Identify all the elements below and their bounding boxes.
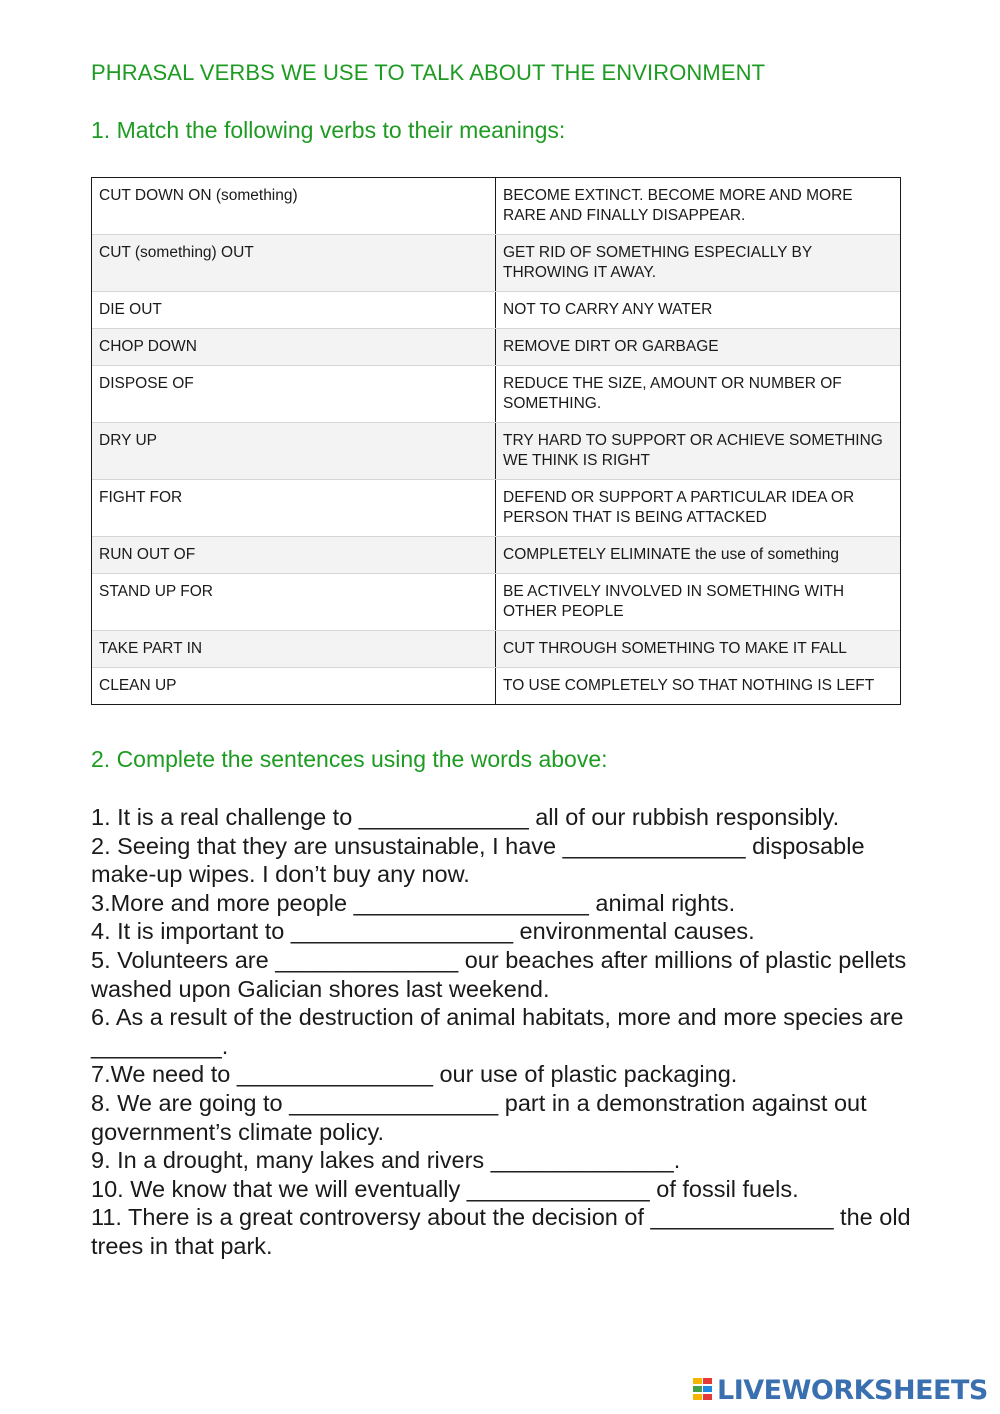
verb-cell: FIGHT FOR bbox=[92, 480, 496, 536]
answer-blank[interactable]: _________________ bbox=[290, 918, 514, 945]
meaning-cell: BE ACTIVELY INVOLVED IN SOMETHING WITH OTHER PEOPLE bbox=[503, 583, 845, 620]
verb-cell: CUT (something) OUT bbox=[92, 235, 496, 291]
logo-text: LIVEWORKSHEETS bbox=[717, 1374, 988, 1406]
sentence-text: disposable make-up wipes. I don’t buy any now. bbox=[91, 832, 865, 888]
verb-cell: TAKE PART IN bbox=[92, 631, 496, 667]
verb-cell: RUN OUT OF bbox=[92, 537, 496, 573]
answer-blank[interactable]: __________________ bbox=[353, 889, 589, 916]
sentence-text: 10. We know that we will eventually bbox=[91, 1175, 467, 1202]
sentence-text: our use of plastic packaging. bbox=[432, 1061, 738, 1088]
table-row bbox=[92, 328, 900, 365]
sentence-item bbox=[91, 917, 936, 946]
meaning-cell: TRY HARD TO SUPPORT OR ACHIEVE SOMETHING WE THINK IS RIGHT bbox=[503, 432, 883, 469]
sentence-item bbox=[91, 1146, 936, 1175]
sentence-text: 5. Volunteers are bbox=[91, 946, 276, 973]
verb-cell: CHOP DOWN bbox=[92, 329, 496, 365]
answer-blank[interactable]: __________ bbox=[91, 1032, 222, 1059]
sentence-text: 6. As a result of the destruction of animal habitats, more and more species are bbox=[91, 1004, 904, 1031]
sentence-text: 2. Seeing that they are unsustainable, I have bbox=[91, 832, 563, 859]
sentence-text: 9. In a drought, many lakes and rivers bbox=[91, 1147, 491, 1174]
sentence-text: 1. It is a real challenge to bbox=[91, 804, 359, 830]
sentence-text: the old trees in that park. bbox=[91, 1204, 911, 1259]
verb-cell: DISPOSE OF bbox=[92, 366, 496, 422]
table-row bbox=[92, 178, 900, 234]
sentence-text: of fossil fuels. bbox=[649, 1175, 799, 1202]
sentence-list bbox=[91, 803, 936, 1261]
table-row bbox=[92, 630, 900, 667]
meaning-cell: NOT TO CARRY ANY WATER bbox=[503, 301, 713, 318]
answer-blank[interactable]: ______________ bbox=[650, 1204, 834, 1231]
sentence-text: 3.More and more people bbox=[91, 889, 354, 916]
meaning-cell: DEFEND OR SUPPORT A PARTICULAR IDEA OR PERSON THAT IS BEING ATTACKED bbox=[503, 489, 855, 526]
worksheet-title: PHRASAL VERBS WE USE TO TALK ABOUT THE ENVIRONMENT bbox=[91, 60, 766, 85]
meaning-cell: COMPLETELY ELIMINATE the use of something bbox=[503, 546, 839, 563]
sentence-text: 11. There is a great controversy about the decision of bbox=[91, 1204, 651, 1231]
sentence-text: part in a demonstration against out government’s climate policy. bbox=[91, 1089, 867, 1145]
sentence-text: our beaches after millions of plastic pellets washed upon Galician shores last weekend. bbox=[91, 946, 907, 1002]
table-row bbox=[92, 536, 900, 573]
logo-mark-icon bbox=[693, 1377, 713, 1403]
sentence-item bbox=[91, 1060, 936, 1089]
sentence-text: all of our rubbish responsibly. bbox=[528, 804, 840, 830]
meaning-cell: REMOVE DIRT OR GARBAGE bbox=[503, 338, 719, 355]
verb-cell: STAND UP FOR bbox=[92, 574, 496, 630]
sentence-item bbox=[91, 1003, 936, 1060]
verb-cell: CUT DOWN ON (something) bbox=[92, 178, 496, 234]
sentence-item bbox=[91, 1175, 936, 1204]
sentence-text: 8. We are going to bbox=[91, 1089, 290, 1116]
section2-heading: 2. Complete the sentences using the words above: bbox=[91, 746, 608, 772]
matching-table bbox=[91, 177, 901, 705]
meaning-cell: REDUCE THE SIZE, AMOUNT OR NUMBER OF SOMETHING. bbox=[503, 375, 842, 412]
verb-cell: DIE OUT bbox=[92, 292, 496, 328]
table-row bbox=[92, 479, 900, 536]
sentence-item bbox=[91, 1089, 936, 1146]
sentence-item bbox=[91, 946, 936, 1003]
liveworksheets-logo[interactable] bbox=[693, 1374, 988, 1406]
sentence-item bbox=[91, 1203, 936, 1260]
answer-blank[interactable]: _____________ bbox=[358, 804, 529, 830]
verb-cell: DRY UP bbox=[92, 423, 496, 479]
sentence-item bbox=[91, 889, 936, 918]
answer-blank[interactable]: ______________ bbox=[490, 1147, 674, 1174]
sentence-item bbox=[91, 832, 936, 889]
meaning-cell: CUT THROUGH SOMETHING TO MAKE IT FALL bbox=[503, 640, 847, 657]
sentence-item bbox=[91, 803, 936, 832]
table-row bbox=[92, 422, 900, 479]
sentence-text: . bbox=[673, 1147, 681, 1174]
meaning-cell: BECOME EXTINCT. BECOME MORE AND MORE RARE AND FINALLY DISAPPEAR. bbox=[503, 187, 853, 224]
sentence-text: animal rights. bbox=[588, 889, 736, 916]
answer-blank[interactable]: ______________ bbox=[466, 1175, 650, 1202]
sentence-text: 7.We need to bbox=[91, 1061, 237, 1088]
sentence-text: . bbox=[221, 1032, 229, 1059]
table-row bbox=[92, 667, 900, 704]
section1-heading: 1. Match the following verbs to their meanings: bbox=[91, 117, 566, 143]
table-row bbox=[92, 365, 900, 422]
answer-blank[interactable]: ________________ bbox=[289, 1089, 499, 1116]
meaning-cell: TO USE COMPLETELY SO THAT NOTHING IS LEFT bbox=[503, 677, 875, 694]
table-row bbox=[92, 291, 900, 328]
answer-blank[interactable]: _______________ bbox=[236, 1061, 433, 1088]
answer-blank[interactable]: ______________ bbox=[562, 832, 746, 859]
table-row bbox=[92, 234, 900, 291]
meaning-cell: GET RID OF SOMETHING ESPECIALLY BY THROWING IT AWAY. bbox=[503, 244, 812, 281]
table-row bbox=[92, 573, 900, 630]
sentence-text: 4. It is important to bbox=[91, 918, 291, 945]
sentence-text: environmental causes. bbox=[513, 918, 755, 945]
verb-cell: CLEAN UP bbox=[92, 668, 496, 704]
answer-blank[interactable]: ______________ bbox=[275, 946, 459, 973]
